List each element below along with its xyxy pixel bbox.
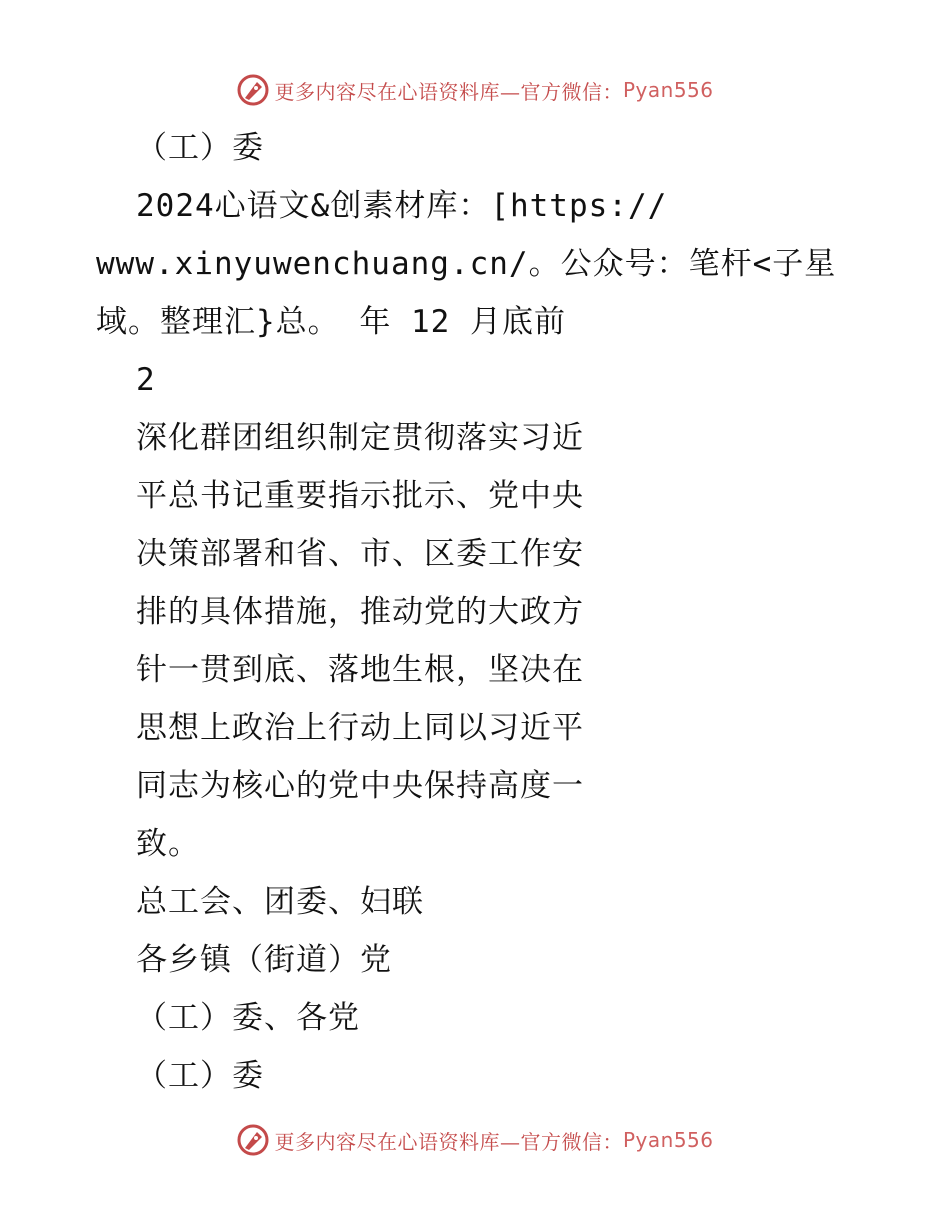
text-line: 针一贯到底、落地生根，坚决在 — [136, 652, 584, 688]
text-line: （工）委 — [136, 130, 264, 166]
text-line: 平总书记重要指示批示、党中央 — [136, 478, 584, 514]
text-line: 各乡镇（街道）党 — [136, 942, 392, 978]
text-line: 总工会、团委、妇联 — [136, 884, 424, 920]
text-line: 深化群团组织制定贯彻落实习近 — [136, 420, 584, 456]
pen-nib-circle-icon — [236, 1123, 270, 1157]
text-line: 同志为核心的党中央保持高度一 — [136, 768, 584, 804]
pen-nib-circle-icon — [236, 73, 270, 107]
text-line: 2 — [136, 362, 156, 398]
text-line: 2024心语文&创素材库：[https:// — [136, 188, 668, 224]
text-line: （工）委、各党 — [136, 1000, 360, 1036]
text-line: 决策部署和省、市、区委工作安 — [136, 536, 584, 572]
header-watermark — [0, 70, 950, 110]
watermark-text: 更多内容尽在心语资料库—官方微信： — [274, 1129, 623, 1154]
text-line: 致。 — [136, 826, 200, 862]
text-line: 域。整理汇}总。 年 12 月底前 — [96, 304, 566, 340]
watermark-wechat-id: Pyan556 — [622, 1128, 714, 1152]
text-line: （工）委 — [136, 1058, 264, 1094]
watermark-text: 更多内容尽在心语资料库—官方微信： — [274, 79, 623, 104]
text-line: 排的具体措施，推动党的大政方 — [136, 594, 584, 630]
text-line: www.xinyuwenchuang.cn/。公众号：笔杆<子星 — [96, 246, 837, 282]
text-line: 思想上政治上行动上同以习近平 — [136, 710, 584, 746]
footer-watermark — [0, 1120, 950, 1160]
watermark-wechat-id: Pyan556 — [622, 78, 714, 102]
